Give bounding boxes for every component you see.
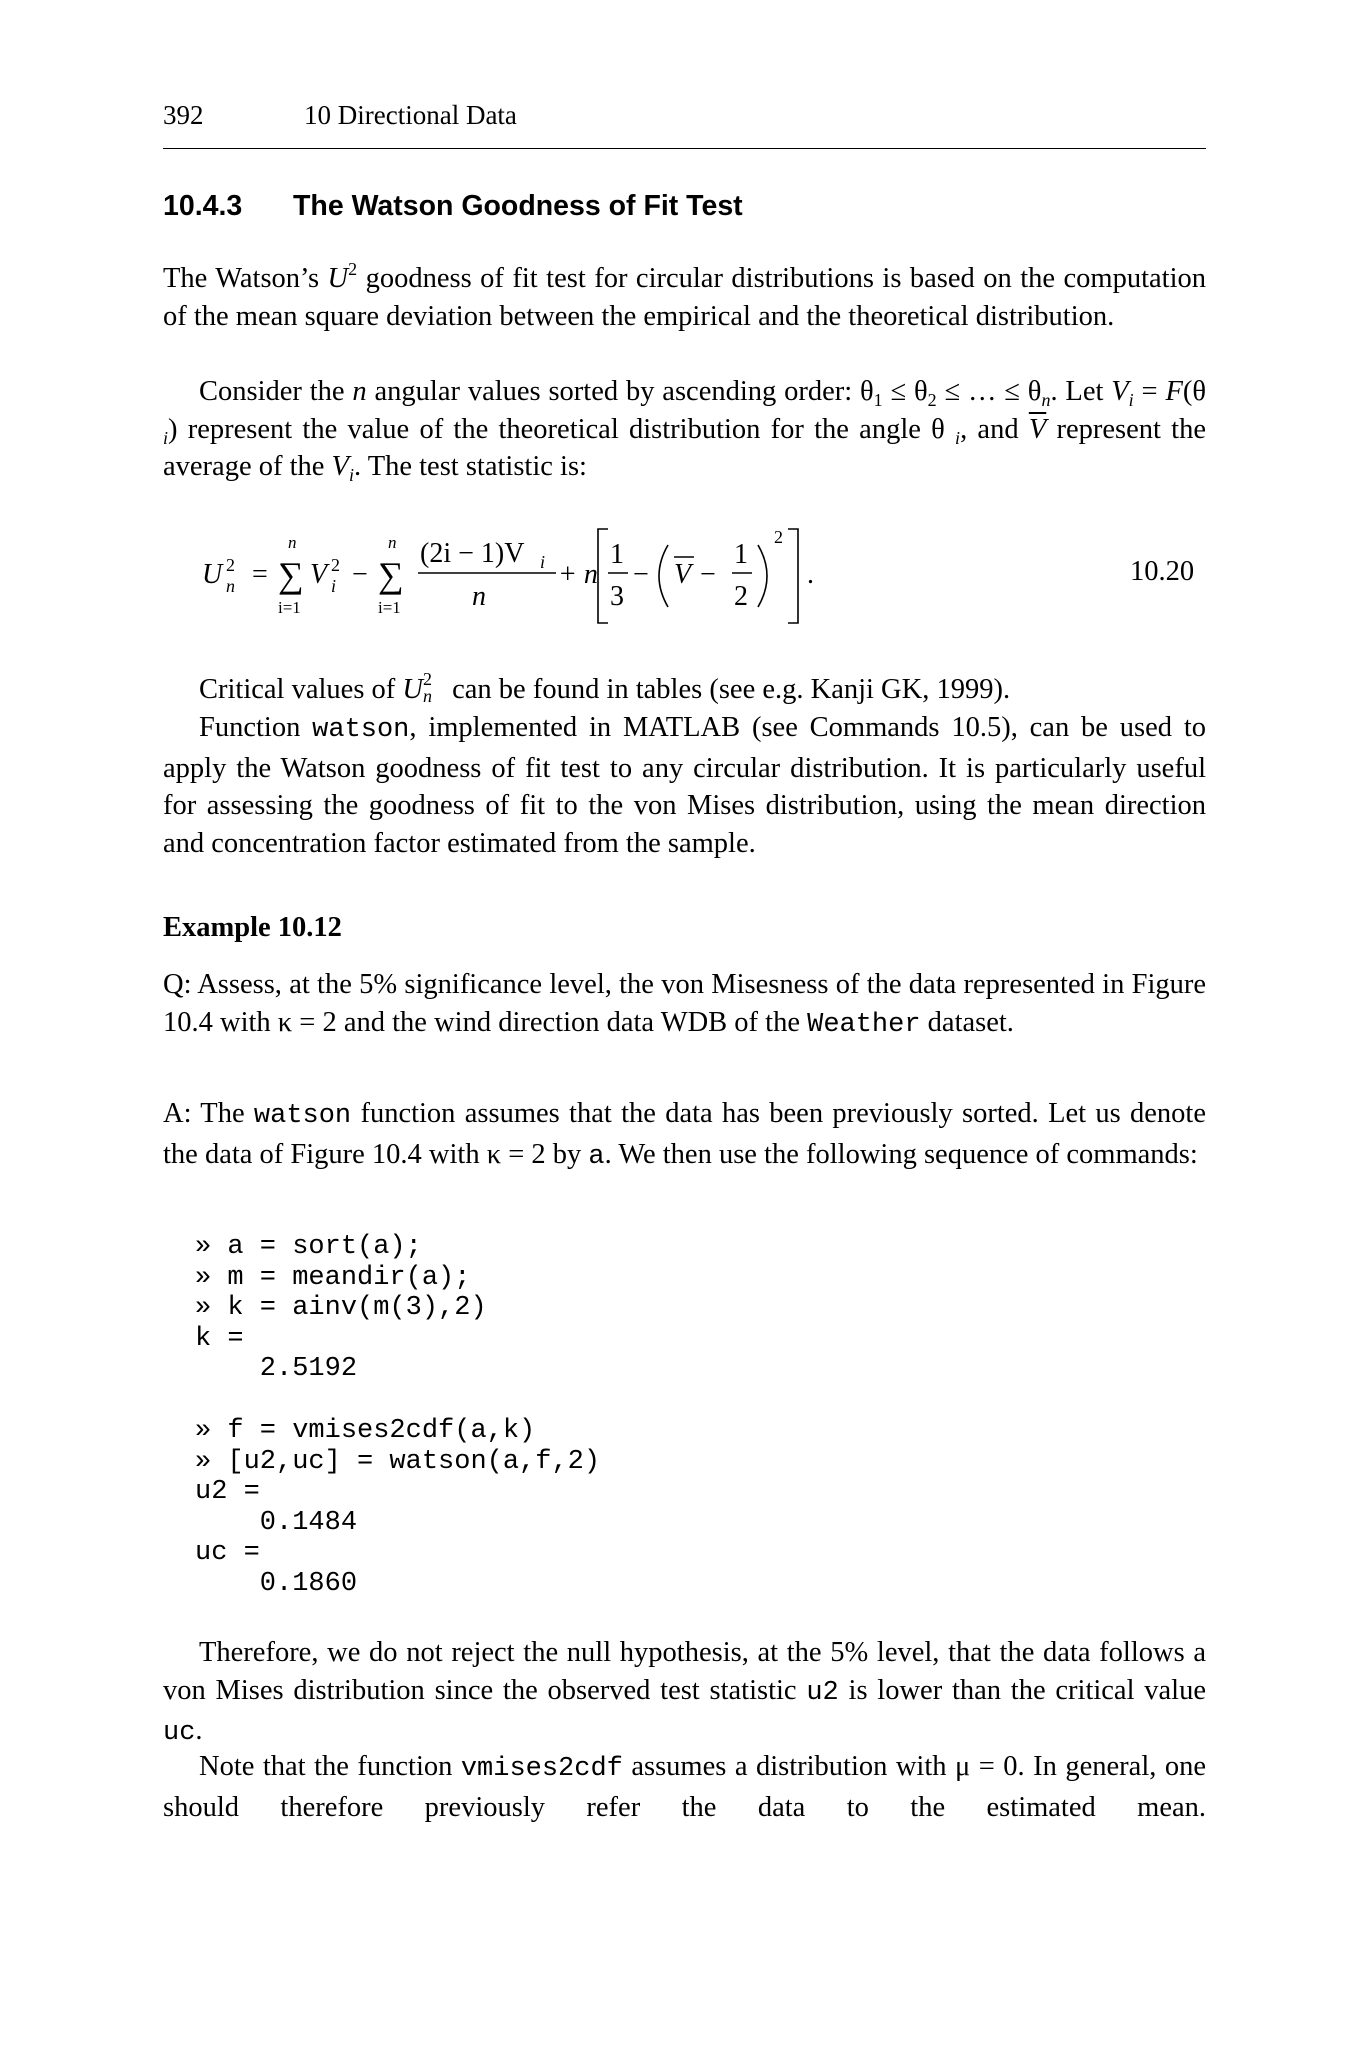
paragraph-intro: The Watson’s $U^2$ goodness of fit test for circular distributions is based on the computation of the mean square deviation between the empirical and the theoretical distribution.: [163, 259, 1206, 332]
bracket-right: [788, 529, 798, 623]
code-line: 2.5192: [195, 1354, 358, 1384]
eq-three: 3: [610, 581, 624, 612]
eq-sum2-top: n: [388, 533, 397, 552]
paragraph-definitions: Consider the n angular values sorted by ascending order: $\theta_1 \le \theta_2$ ≤ … ≤ $\theta_n$. Let $V_i = F(\theta$ $_i$) represent the value of the theoretical distribution for the angle θ $_i$, and $\overline{V}$ represent the average of the $V_i$. The test statistic is:: [163, 376, 1207, 486]
paragraph-watson-function: Function watson, implemented in MATLAB (see Commands 10.5), can be used to apply the Watson goodness of fit test to any circular distribution. It is particularly useful for assessing the goodness of fit to the von Mises distribution, using the mean direction and concentration factor estimated from the sample.: [163, 712, 1206, 859]
code-line: k =: [195, 1323, 244, 1354]
paren-left: [659, 545, 668, 607]
eq-two: 2: [734, 581, 748, 612]
eq-minus: −: [352, 559, 368, 590]
code-block-2: [195, 1416, 600, 1599]
section-title: The Watson Goodness of Fit Test: [293, 190, 743, 222]
eq-plus-n: + n: [558, 559, 598, 590]
eq-Vbar: V: [674, 559, 692, 590]
code-line: » [u2,uc] = watson(a,f,2): [195, 1446, 601, 1477]
example-question: Q: Assess, at the 5% significance level, the von Misesness of the data represented in Figure 10.4 with κ = 2 and the wind direction data WDB of the Weather dataset.: [163, 969, 1206, 1040]
eq-minus-2: −: [633, 559, 649, 590]
eq-sum1-top: n: [288, 533, 297, 552]
eq-frac-num-sub: i: [540, 552, 546, 572]
sum2-sign: ∑: [378, 555, 404, 595]
section-heading: [163, 190, 743, 223]
code-line: » f = vmises2cdf(a,k): [195, 1416, 536, 1446]
example-answer: A: The watson function assumes that the data has been previously sorted. Let us denote the data of Figure 10.4 with κ = 2 by a. We then use the following sequence of commands:: [163, 1098, 1206, 1172]
code-line: u2 =: [195, 1477, 260, 1507]
eq-U-sub: n: [226, 576, 235, 596]
code-line: » m = meandir(a);: [195, 1262, 471, 1293]
eq-frac-num: (2i − 1)V: [420, 538, 525, 569]
code-line: uc =: [195, 1538, 260, 1568]
paren-right: [758, 545, 767, 607]
eq-V: V: [310, 559, 328, 590]
paragraph-critical-values: Critical values of U 2 n can be found in tables (see e.g. Kanji GK, 1999).: [199, 669, 1011, 706]
code-line: » k = ainv(m(3),2): [195, 1293, 487, 1323]
eq-equals: =: [252, 559, 268, 590]
eq-U: U: [202, 559, 223, 590]
eq-square: 2: [774, 527, 783, 547]
bracket-left: [598, 529, 608, 623]
section-number: 10.4.3: [163, 190, 243, 222]
code-block-1: [195, 1232, 487, 1385]
eq-minus-3: −: [700, 559, 716, 590]
eq-U-sup: 2: [226, 555, 235, 575]
example-title: Example 10.12: [163, 912, 342, 943]
eq-sum1-bottom: i=1: [278, 598, 301, 617]
eq-one-a: 1: [610, 539, 624, 570]
code-line: » a = sort(a);: [195, 1232, 422, 1262]
running-header: 10 Directional Data: [304, 100, 517, 130]
eq-sum2-bottom: i=1: [378, 598, 401, 617]
paragraph-conclusion: Therefore, we do not reject the null hypothesis, at the 5% level, that the data follows a von Mises distribution since the observed test statistic u2 is lower than the critical value uc.: [163, 1637, 1206, 1749]
watson-statistic-equation: [190, 515, 850, 635]
eq-V-sub: i: [331, 576, 337, 596]
code-line: 0.1860: [195, 1568, 358, 1599]
header-rule: [163, 148, 1206, 149]
eq-one-b: 1: [734, 539, 748, 570]
paragraph-note: Note that the function vmises2cdf assumes a distribution with μ = 0. In general, one should therefore previously refer the data to the estimated mean.: [163, 1751, 1206, 1823]
code-line: 0.1484: [195, 1507, 358, 1538]
eq-period: .: [807, 559, 814, 590]
page-number: 392: [163, 100, 204, 130]
equation-number: 10.20: [1130, 556, 1195, 587]
eq-V-sup: 2: [331, 555, 340, 575]
sum1-sign: ∑: [278, 555, 304, 595]
eq-frac-den: n: [472, 581, 486, 612]
